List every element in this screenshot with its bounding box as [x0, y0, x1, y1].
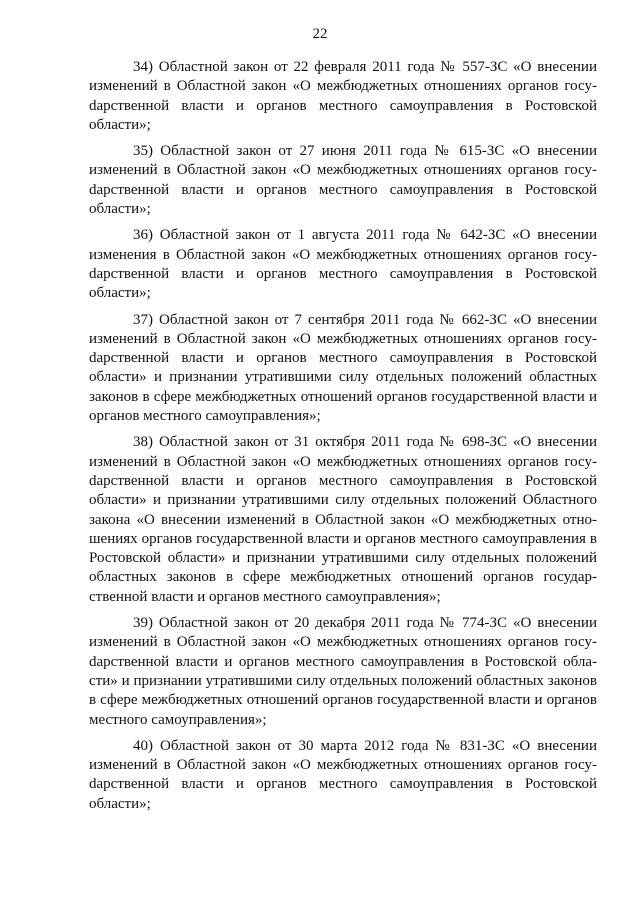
list-item-37: 37) Областной закон от 7 сентября 2011 года № 662-ЗС «О внесении изменений в Областной закон «О межбюджетных отношениях органов госуdарственной власти и органов местного самоуправления в Ростовской области» и признании утратившими силу отдельных положений областных законов в сфере межбюджетных отношений органов государственной власти и органов местного самоуправления»;	[89, 311, 597, 425]
list-item-34: 34) Областной закон от 22 февраля 2011 года № 557-ЗС «О внесении изменений в Областной закон «О межбюджетных отношениях органов госуdарственной власти и органов местного самоуправления в Ростовской области»;	[89, 59, 597, 133]
list-item-40: 40) Областной закон от 30 марта 2012 года № 831-ЗС «О внесении изменений в Областной закон «О межбюджетных отношениях органов госуdарственной власти и органов местного самоуправления в Ростовской области»;	[89, 737, 597, 812]
document-body	[89, 58, 597, 821]
list-item-36: 36) Областной закон от 1 августа 2011 года № 642-ЗС «О внесении изменения в Областной закон «О межбюджетных отношениях органов госуdарственной власти и органов местного самоуправления в Ростовской области»;	[89, 227, 597, 302]
list-item-35: 35) Областной закон от 27 июня 2011 года № 615-ЗС «О внесении изменений в Областной закон «О межбюджетных отношениях органов госуdарственной власти и органов местного самоуправления в Ростовской области»;	[89, 143, 597, 218]
list-item-39: 39) Областной закон от 20 декабря 2011 года № 774-ЗС «О внесении изменений в Областной закон «О межбюджетных отношениях органов госуdарственной власти и органов местного самоуправления в Ростовской области» и признании утратившими силу отдельных положений областных законов в сфере межбюджетных отношений органов государственной власти и органов местного самоуправления»;	[89, 615, 597, 728]
page-number: 22	[312, 26, 328, 42]
list-item-38: 38) Областной закон от 31 октября 2011 года № 698-ЗС «О внесении изменений в Областной закон «О межбюджетных отношениях органов госуdарственной власти и органов местного самоуправления в Ростовской области» и признании утратившими силу отдельных положений Областного закона «О внесении изменений в Областной закон «О межбюджетных отношениях органов государственной власти и органов местного самоуправления в Ростовской области» и признании утратившими силу отдельных положений областных законов в сфере межбюджетных отношений органов государственной власти и органов местного самоуправления»;	[89, 434, 597, 605]
